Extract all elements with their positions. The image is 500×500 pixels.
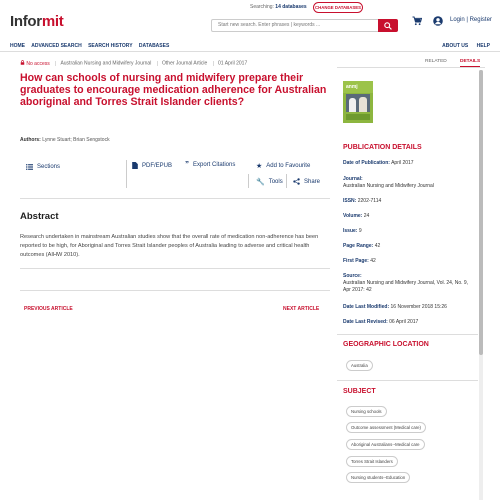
document-icon [132, 162, 138, 169]
subject-tag[interactable]: Nursing schools [346, 406, 387, 417]
meta-separator: | [55, 60, 57, 67]
article-toolbar [20, 160, 330, 190]
cart-icon[interactable] [412, 16, 422, 26]
sidebar-scrollbar[interactable] [479, 70, 483, 500]
abstract-text: Research undertaken in mainstream Australian studies show that the overall rate of medication non-adherence has been reported to be high, for Aboriginal and Torres Strait Islander peoples of Australia leading to adverse and critical health outcomes (AIHW 2010). [20, 234, 319, 258]
search-icon [384, 22, 392, 30]
searching-info [250, 4, 307, 10]
divider [20, 198, 330, 199]
details-panel [337, 70, 478, 500]
divider [337, 334, 478, 335]
wrench-icon: 🔧 [256, 179, 265, 186]
logo-text-accent: mit [41, 13, 64, 30]
sections-label: Sections [37, 164, 61, 170]
export-citations-button[interactable] [185, 162, 235, 168]
detail-journal [343, 176, 473, 190]
nav-databases[interactable]: DATABASES [138, 43, 170, 49]
sidebar-tabs [337, 58, 485, 68]
toolbar-divider [286, 174, 287, 188]
detail-issn [343, 198, 473, 205]
authors-label: Authors: [20, 137, 41, 143]
searching-count[interactable]: 14 databases [275, 4, 307, 10]
divider [20, 290, 330, 291]
detail-date-value: April 2017 [391, 160, 414, 166]
pdf-epub-button[interactable] [132, 162, 172, 169]
detail-last-modified-value: 16 November 2018 15:26 [390, 304, 447, 310]
searching-label: Searching: [250, 4, 274, 10]
cover-masthead: anmj [343, 81, 373, 93]
share-button[interactable] [293, 178, 320, 185]
toolbar-divider [248, 174, 249, 188]
detail-page-range-value: 42 [374, 243, 381, 249]
subject-heading: SUBJECT [343, 388, 376, 395]
detail-last-modified-label: Date Last Modified: [343, 304, 390, 310]
lock-icon [20, 60, 25, 65]
list-icon [26, 164, 33, 170]
detail-issue [343, 228, 473, 235]
quote-icon: ” [185, 160, 189, 169]
previous-article-link[interactable]: PREVIOUS ARTICLE [24, 306, 73, 312]
detail-first-page-label: First Page: [343, 258, 369, 264]
search-button[interactable] [378, 19, 398, 32]
change-databases-button[interactable]: CHANGE DATABASES [313, 2, 363, 13]
authors-list[interactable]: Lynne Stuart; Brian Sengstock [42, 137, 110, 143]
article-title: How can schools of nursing and midwifery prepare their graduates to encourage medication adherence for Australian aboriginal and Torres Strait Islander clients? [20, 72, 327, 108]
nav-about-us[interactable]: ABOUT US [442, 43, 469, 49]
subject-tag[interactable]: Torres Strait Islanders [346, 456, 398, 467]
detail-issue-label: Issue: [343, 228, 358, 234]
cover-footer [346, 114, 370, 120]
authors [20, 137, 110, 143]
next-article-link[interactable]: NEXT ARTICLE [283, 306, 320, 312]
detail-volume-label: Volume: [343, 213, 363, 219]
nav-advanced-search[interactable]: ADVANCED SEARCH [31, 43, 82, 49]
detail-last-revised [343, 319, 473, 326]
toolbar-divider [126, 160, 127, 188]
detail-date-label: Date of Publication: [343, 160, 390, 166]
cover-photo [346, 94, 370, 112]
nav-home[interactable]: HOME [10, 43, 25, 49]
no-access-label: No access [26, 60, 50, 67]
sections-button[interactable] [26, 164, 60, 170]
detail-page-range-label: Page Range: [343, 243, 374, 249]
subject-tag[interactable]: Outcome assessment (Medical care) [346, 422, 426, 433]
detail-journal-label: Journal: [343, 176, 363, 182]
detail-issue-value: 9 [358, 228, 362, 234]
meta-separator: | [212, 60, 215, 67]
tab-related[interactable]: RELATED [425, 59, 447, 64]
detail-first-page-value: 42 [370, 258, 376, 264]
tab-details[interactable]: DETAILS [460, 59, 480, 67]
no-access-badge [20, 61, 50, 67]
detail-source [343, 273, 473, 294]
detail-last-modified [343, 304, 473, 311]
journal-cover[interactable] [343, 81, 373, 123]
meta-journal[interactable]: Australian Nursing and Midwifery Journal [60, 60, 152, 67]
nav-help[interactable]: HELP [476, 43, 490, 49]
tools-label: Tools [268, 179, 283, 185]
detail-last-revised-value: 06 April 2017 [389, 319, 419, 325]
subject-tag[interactable]: Aboriginal Australians--Medical care [346, 439, 425, 450]
header [0, 0, 500, 40]
meta-separator: | [156, 60, 159, 67]
detail-issn-value: 2202-7114 [357, 198, 382, 204]
geo-tag[interactable]: Australia [346, 360, 373, 371]
informit-logo[interactable] [10, 13, 63, 30]
scrollbar-thumb[interactable] [479, 70, 483, 355]
detail-journal-value[interactable]: Australian Nursing and Midwifery Journal [343, 183, 434, 189]
share-icon [293, 178, 300, 185]
meta-type: Other Journal Article [162, 60, 208, 67]
detail-first-page [343, 258, 473, 265]
detail-volume-value: 24 [363, 213, 370, 219]
pdf-epub-label: PDF/EPUB [142, 162, 173, 169]
meta-date: 01 April 2017 [218, 60, 248, 67]
abstract-heading: Abstract [20, 211, 59, 222]
tools-button[interactable] [256, 178, 283, 186]
detail-page-range [343, 243, 473, 250]
subject-tag[interactable]: Nursing students--Education [346, 472, 410, 483]
star-icon: ★ [256, 163, 263, 170]
geographic-location-heading: GEOGRAPHIC LOCATION [343, 341, 429, 348]
export-citations-label: Export Citations [193, 162, 236, 168]
detail-source-value: Australian Nursing and Midwifery Journal, Vol. 24, No. 9, Apr 2017: 42 [343, 280, 469, 293]
detail-date [343, 160, 473, 167]
main-nav [0, 40, 500, 52]
article-meta [20, 60, 247, 67]
add-to-favourite-label: Add to Favourite [266, 163, 311, 169]
logo-text-main: Infor [10, 13, 42, 30]
search-input[interactable]: Start new search. Enter phrases | keywords ... [211, 19, 378, 32]
detail-volume [343, 213, 473, 220]
add-to-favourite-button[interactable] [256, 162, 310, 170]
detail-source-label: Source: [343, 273, 362, 279]
divider [20, 268, 330, 269]
divider [337, 380, 478, 381]
publication-details-heading: PUBLICATION DETAILS [343, 144, 422, 151]
share-label: Share [304, 178, 321, 185]
user-icon[interactable] [433, 16, 443, 26]
login-register-link[interactable]: Login | Register [450, 17, 492, 23]
nav-search-history[interactable]: SEARCH HISTORY [88, 43, 133, 49]
detail-issn-label: ISSN: [343, 198, 357, 204]
detail-last-revised-label: Date Last Revised: [343, 319, 388, 325]
